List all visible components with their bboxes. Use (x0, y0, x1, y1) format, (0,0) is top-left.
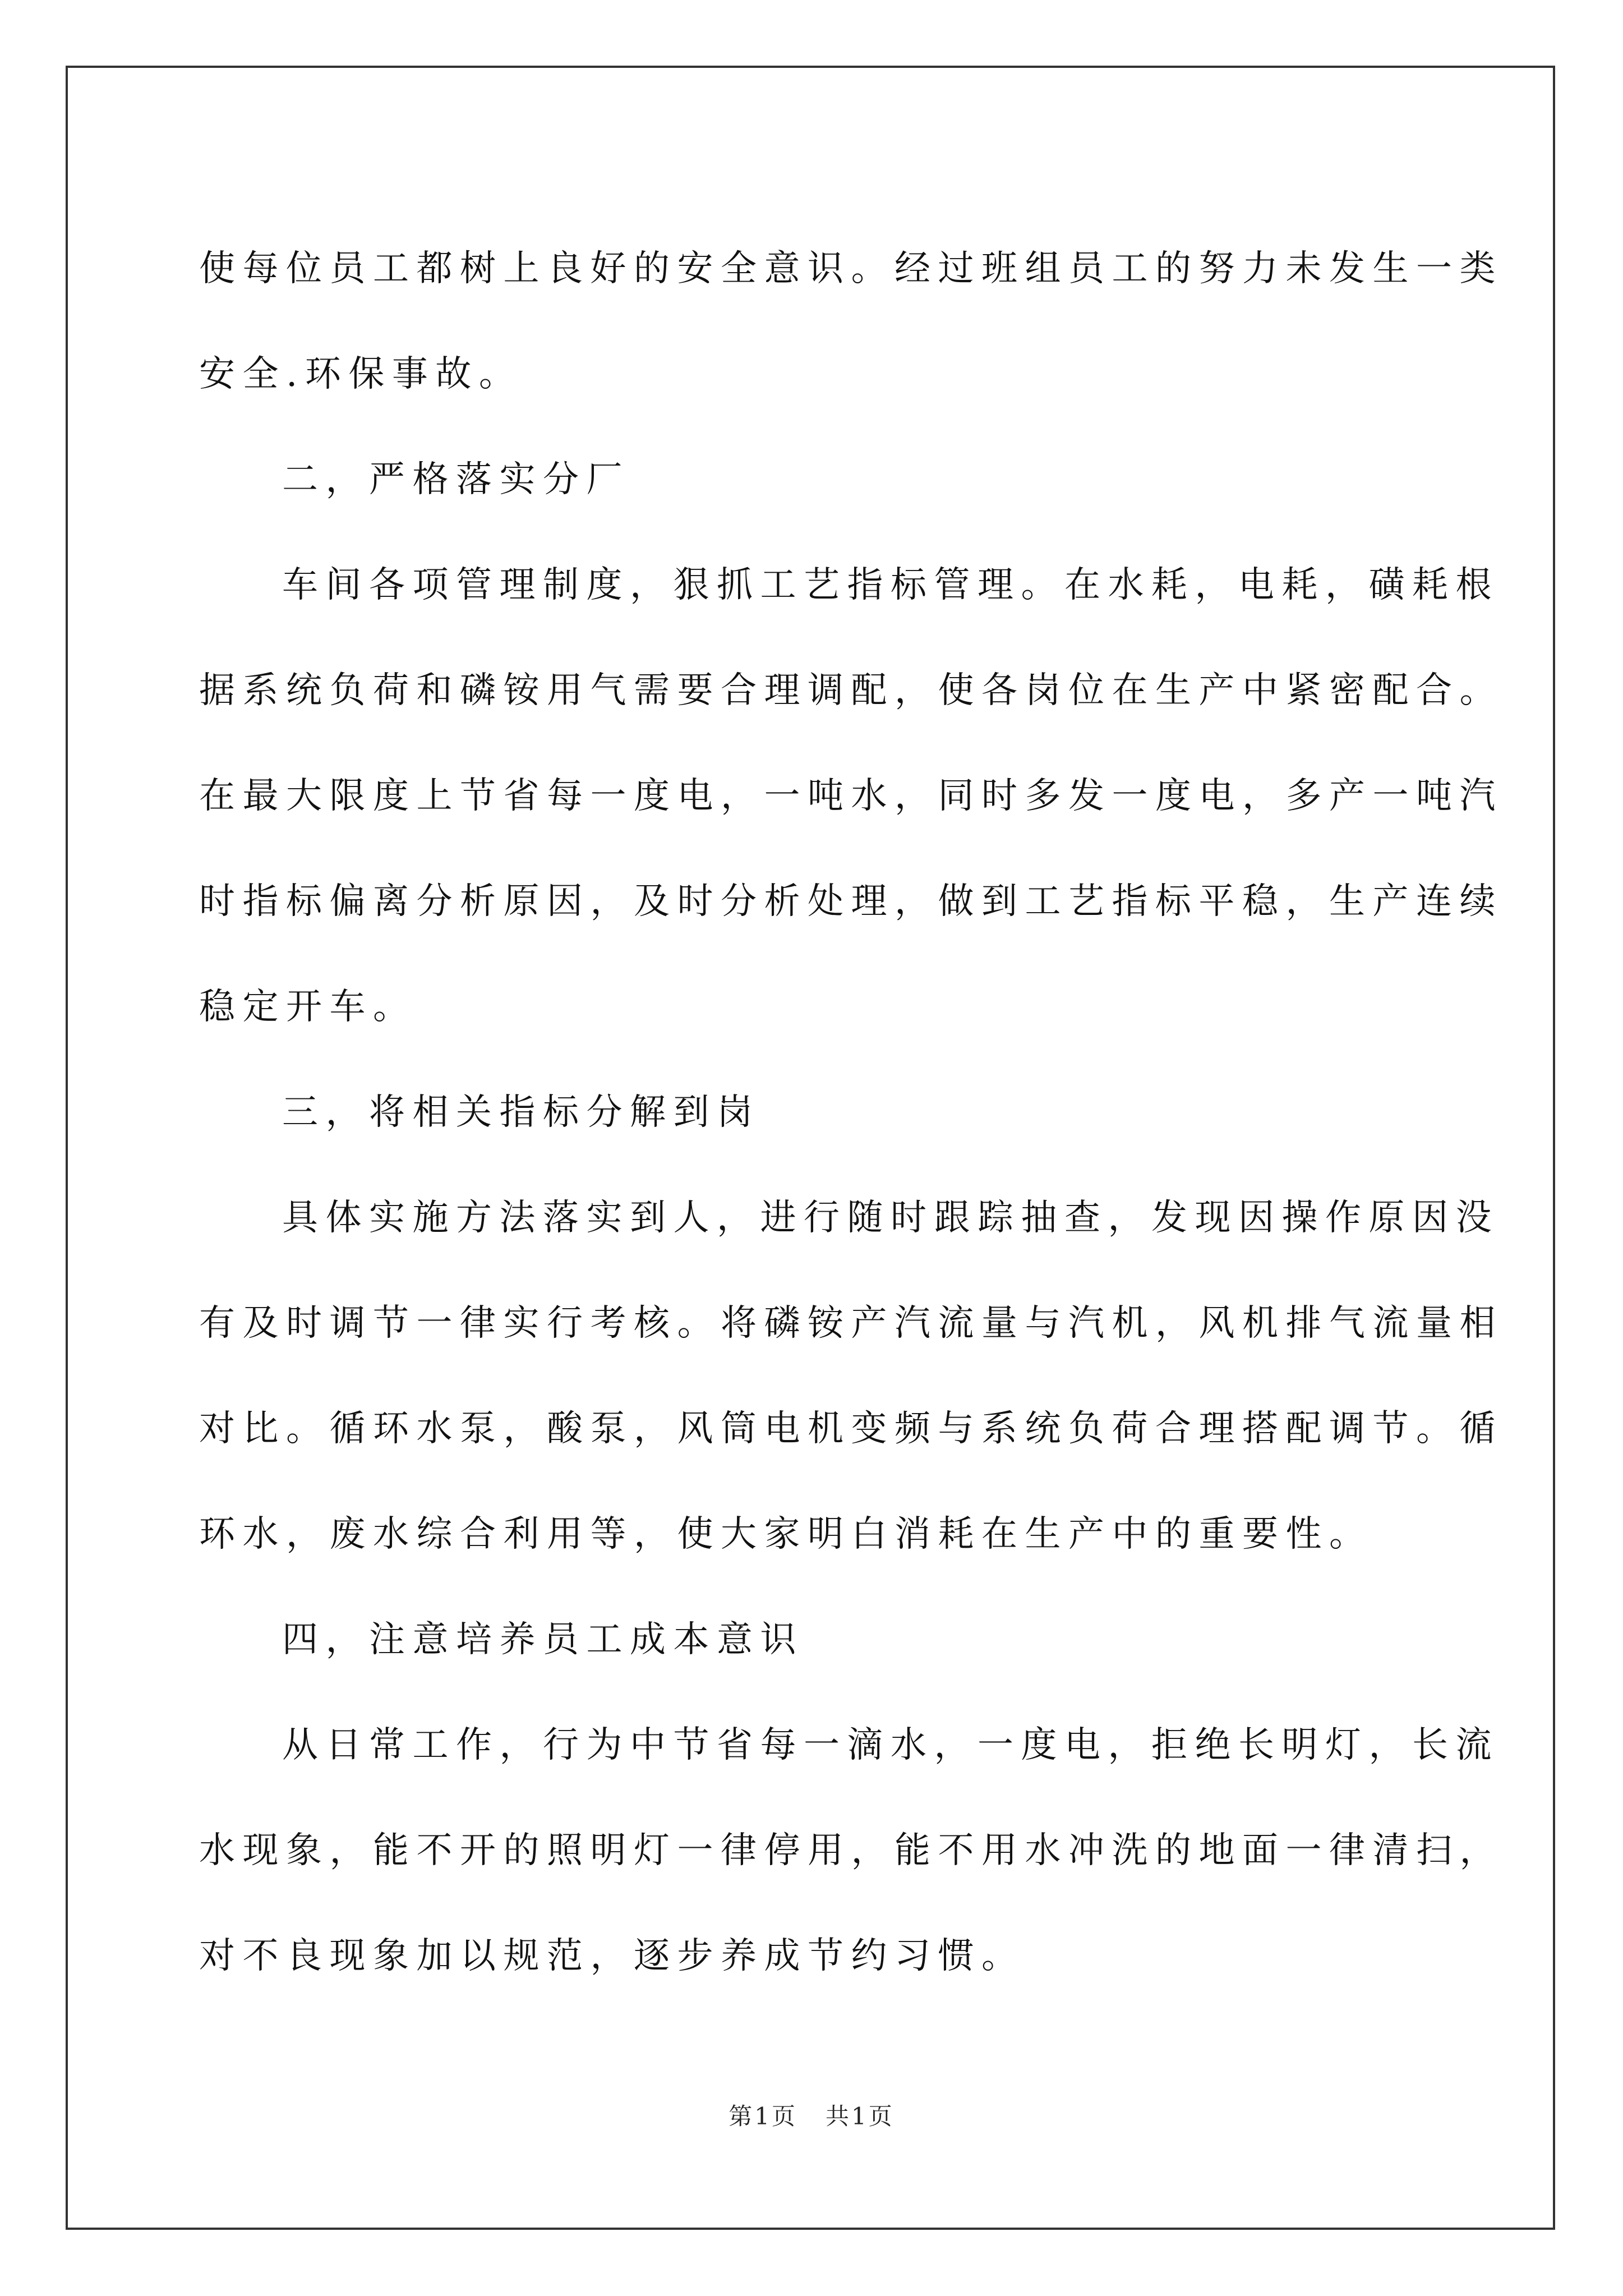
page-number-current: 第1页 (728, 2102, 797, 2130)
body-line-1: 使每位员工都树上良好的安全意识。经过班组员工的努力未发生一类 (199, 248, 1503, 289)
body-line-8: 稳定开车。 (199, 986, 417, 1028)
section-heading-2: 二，严格落实分厂 (282, 459, 630, 500)
document-body (199, 216, 1503, 2009)
body-line-13: 环水，废水综合利用等，使大家明白消耗在生产中的重要性。 (199, 1513, 1373, 1555)
body-line-4: 车间各项管理制度，狠抓工艺指标管理。在水耗，电耗，磺耗根 (282, 564, 1499, 606)
body-line-6: 在最大限度上节省每一度电，一吨水，同时多发一度电，多产一吨汽 (199, 775, 1503, 817)
page-number-total: 共1页 (826, 2102, 895, 2130)
body-line-12: 对比。循环水泵，酸泵，风筒电机变频与系统负荷合理搭配调节。循 (199, 1408, 1503, 1450)
body-line-11: 有及时调节一律实行考核。将磷铵产汽流量与汽机，风机排气流量相 (199, 1303, 1503, 1344)
page-footer (0, 2098, 1623, 2132)
body-line-15: 从日常工作，行为中节省每一滴水，一度电，拒绝长明灯，长流 (282, 1724, 1499, 1766)
body-line-10: 具体实施方法落实到人，进行随时跟踪抽查，发现因操作原因没 (282, 1197, 1499, 1239)
body-line-5: 据系统负荷和磷铵用气需要合理调配，使各岗位在生产中紧密配合。 (199, 670, 1503, 711)
section-heading-3: 三，将相关指标分解到岗 (282, 1092, 760, 1133)
body-line-7: 时指标偏离分析原因，及时分析处理，做到工艺指标平稳，生产连续 (199, 881, 1503, 922)
body-line-16: 水现象，能不开的照明灯一律停用，能不用水冲洗的地面一律清扫， (199, 1830, 1503, 1871)
section-heading-4: 四，注意培养员工成本意识 (282, 1619, 804, 1660)
body-line-17: 对不良现象加以规范，逐步养成节约习惯。 (199, 1935, 1025, 1977)
body-line-2: 安全.环保事故。 (199, 353, 523, 395)
